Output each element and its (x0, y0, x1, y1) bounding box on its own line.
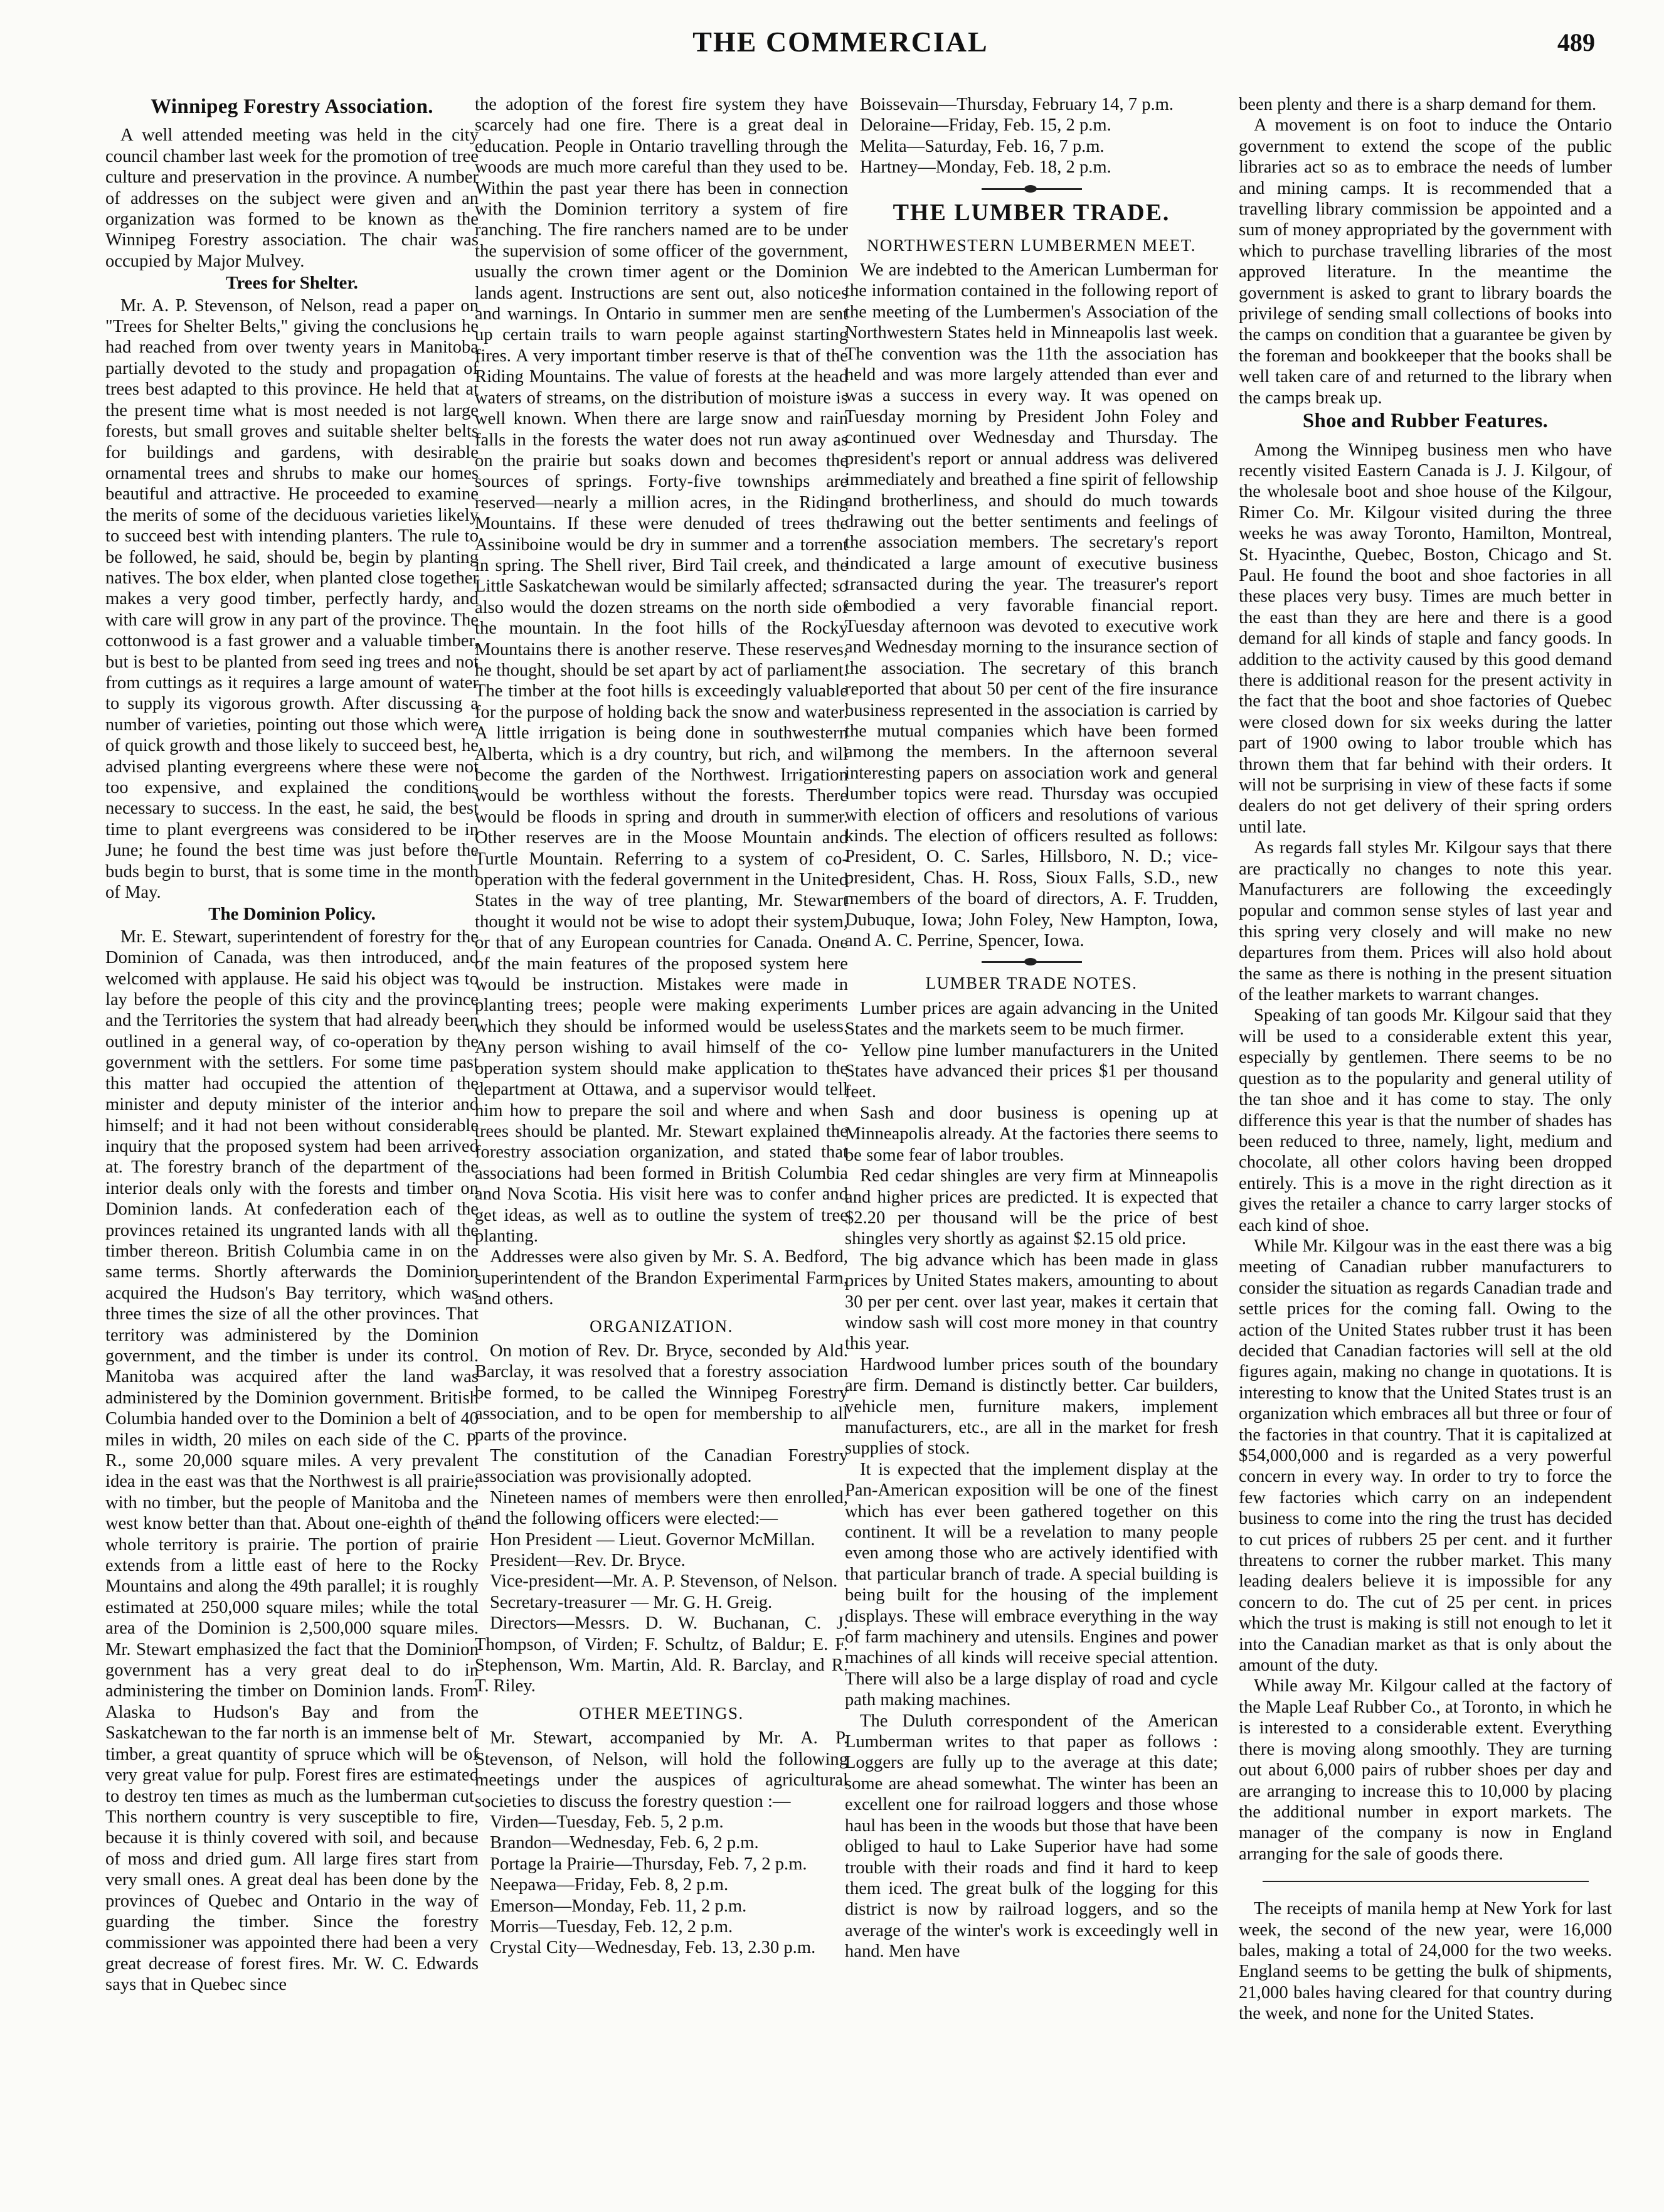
paragraph: Mr. Stewart, accompanied by Mr. A. P. Stevenson, of Nelson, will hold the following meetings under the auspices of agricultural societies to discuss the forestry question :— (475, 1728, 848, 1811)
paragraph: Yellow pine lumber manufacturers in the United States have advanced their prices $1 per thousand feet. (845, 1040, 1218, 1102)
subheading: The Dominion Policy. (208, 904, 376, 925)
caps-subheading: LUMBER TRADE NOTES. (925, 974, 1138, 993)
paragraph: Hon President — Lieut. Governor McMillan. (490, 1529, 815, 1550)
paragraph: Speaking of tan goods Mr. Kilgour said that they will be used to a considerable extent this year, especially by gentlemen. There seems to be no question as to the popularity and general utility of the tan shoe and it has come to stay. The only difference this year is that the number of shades has been reduced to three, namely, light, medium and chocolate, all other colors having been dropped entirely. This is a move in the right direction as it gives the retailer a chance to carry larger stocks of each kind of shoe. (1239, 1006, 1612, 1235)
masthead (0, 25, 1664, 75)
paragraph: It is expected that the implement display at the Pan-American exposition will be one of the finest which has ever been gathered together on this continent. It will be a revelation to many people even among those who are actively identified with that particular branch of trade. A special building is being built for the housing of the implement displays. These will embrace everything in the way of farm machinery and utensils. Engines and power machines of all kinds will receive special attention. There will also be a large display of road and cycle path making machines. (845, 1459, 1218, 1710)
caps-subheading: OTHER MEETINGS. (579, 1703, 744, 1723)
page-number: 489 (1557, 28, 1595, 56)
paragraph: Red cedar shingles are very firm at Minneapolis and higher prices are predicted. It is expected that $2.20 per thousand will be the price of best shingles very shortly as against $2.15 old price. (845, 1166, 1218, 1249)
paragraph: As regards fall styles Mr. Kilgour says that there are practically no changes to note this year. Manufacturers are following the exceedingly popular and common sense styles of last year and this spring very closely and will make no new departures from them. Prices will also hold about the same as there is nothing in the present situation of the leather markets to warrant changes. (1239, 838, 1612, 1005)
paragraph: Brandon—Wednesday, Feb. 6, 2 p.m. (490, 1833, 759, 1853)
paragraph: Lumber prices are again advancing in the United States and the markets seem to be much firmer. (845, 998, 1218, 1040)
paragraph: Mr. A. P. Stevenson, of Nelson, read a paper on "Trees for Shelter Belts," giving the conclusions he had reached from over twenty years in Manitoba partially devoted to the study and propagation of trees best adapted to this province. He held that at the present time what is most needed is not large forests, but small groves and suitable shelter belts for buildings and gardens, with desirable ornamental trees and shrubs to make our homes beautiful and attractive. He proceeded to examine the merits of some of the deciduous varieties likely to succeed best with intending planters. The rule to be followed, he said, should be, begin by planting natives. The box elder, when planted close together makes a very good timber, perfectly hardy, and with care will grow in any part of the province. The cottonwood is a fast grower and a valuable timber, but is best to be planted from seed ing trees and not from cuttings as it requires a large amount of water to supply its vigorous growth. After discussing a number of varieties, pointing out those which were of quick growth and those likely to succeed best, he advised planting evergreens where these were not too expensive, and explained the conditions necessary to success. In the east, he said, the best time to plant evergreens was considered to be in June; he found the best time was just before the buds begin to burst, that is some time in the month of May. (105, 295, 479, 903)
article-headline: Shoe and Rubber Features. (1302, 410, 1549, 433)
paragraph: Crystal City—Wednesday, Feb. 13, 2.30 p.m. (490, 1938, 816, 1958)
paragraph: While Mr. Kilgour was in the east there was a big meeting of Canadian rubber manufacturers to consider the situation as regards Canadian trade and settle prices for the coming fall. Owing to the action of the United States rubber trust it has been decided that Canadian factories will sell at the old figures again, making no change in quotations. It is interesting to know that the United States trust is an organization which embraces all but three or four of the factories in that country. That it is capitalized at $54,000,000 and is regarded as a very powerful concern in every way. In order to try to force the few factories which carry on an independent business to come into the ring the trust has decided to cut prices of rubbers 25 per cent. and it further threatens to corner the rubber market. This many leading dealers believe it is impossible for any concern to do. The cut of 25 per cent. in prices which the trust is making is still not enough to let it into the Canadian market as that is only about the amount of the duty. (1239, 1236, 1612, 1676)
newspaper-title: THE COMMERCIAL (692, 26, 988, 58)
section-rule (982, 961, 1082, 963)
caps-subheading: NORTHWESTERN LUMBERMEN MEET. (866, 236, 1197, 255)
paragraph: Neepawa—Friday, Feb. 8, 2 p.m. (490, 1875, 729, 1895)
paragraph: the adoption of the forest fire system they have scarcely had one fire. There is a great deal in education. People in Ontario travelling through the woods are much more careful than they used to be. Within the past year there has been in connection with the Dominion territory a system of fire ranching. The fire ranchers named are to be under the supervision of some officer of the government, usually the crown timer agent or the Dominion lands agent. Instructions are sent out, also notices and warnings. In Ontario in summer men are sent up certain trails to warn people against starting fires. A very important timber reserve is that of the Riding Mountains. The value of forests at the head waters of streams, on the distribution of moisture is well known. When there are large snow and rain falls in the forests the water does not run away as on the prairie but soaks down and becomes the sources of springs. Forty-five townships are reserved—nearly a million acres, in the Riding Mountains. If these were denuded of trees the Assiniboine would be dry in summer and a torrent in spring. The Shell river, Bird Tail creek, and the Little Saskatchewan would be similarly affected; so also would the dozen streams on the north side of the mountain. In the foot hills of the Rocky Mountains there is another reserve. These reserves, he thought, should be set apart by act of parliament. The timber at the foot hills is exceedingly valuable for the purpose of holding back the snow and water. A little irrigation is being done in southwestern Alberta, which is a dry country, but rich, and will become the garden of the Northwest. Irrigation would be worthless without the forests. There would be floods in spring and drouth in summer. Other reserves are in the Moose Mountain and Turtle Mountain. Referring to a system of co-operation with the federal government in the United States in the way of tree planting, Mr. Stewart thought it would not be wise to adopt their system, or that of any European countries for Canada. One of the main features of the proposed system here would be instruction. Mistakes were made in planting trees; people were making experiments which they should be informed would be useless. Any person wishing to avail himself of the co-operation system should make application to the department at Ottawa, and a supervisor would tell him how to prepare the soil and where and when trees should be planted. Mr. Stewart explained the forestry association organization, and stated that associations had been formed in British Columbia and Nova Scotia. His visit here was to confer and get ideas, as well as to outline the system of tree planting. (475, 95, 848, 1246)
paragraph: Addresses were also given by Mr. S. A. Bedford, superintendent of the Brandon Experimental Farm, and others. (475, 1247, 848, 1309)
paragraph: The big advance which has been made in glass prices by United States makers, amounting to about 30 per per cent. over last year, makes it certain that window sash will cost more money in that country this year. (845, 1250, 1218, 1354)
paragraph: Melita—Saturday, Feb. 16, 7 p.m. (860, 136, 1105, 156)
paragraph: Morris—Tuesday, Feb. 12, 2 p.m. (490, 1917, 733, 1937)
column-3 (845, 94, 1218, 2183)
paragraph: A well attended meeting was held in the city council chamber last week for the promotion of tree culture and preservation in the province. A number of addresses on the subject were given and an organization was formed to be known as the Winnipeg Forestry association. The chair was occupied by Major Mulvey. (105, 125, 479, 271)
paragraph: Hartney—Monday, Feb. 18, 2 p.m. (860, 157, 1111, 178)
column-4 (1239, 94, 1612, 2183)
paragraph: Mr. E. Stewart, superintendent of forestry for the Dominion of Canada, was then introduced, and welcomed with applause. He said his object was to lay before the people of this city and the province and the Territories the system that had already been outlined in a general way, of co-operation by the government with the settlers. For some time past this matter had occupied the attention of the minister and deputy minister of the interior and himself; and it had not been without considerable inquiry that the proposed system had been arrived at. The forestry branch of the department of the interior deals only with the forests and timber on Dominion lands. At confederation each of the provinces retained its ungranted lands with all the timber thereon. British Columbia came in on the same terms. Shortly afterwards the Dominion acquired the Hudson's Bay territory, which was three times the size of all the other provinces. That territory was administered by the Dominion government, and the timber is under its control. Manitoba was acquired after the land was administered by the Dominion government. British Columbia handed over to the Dominion a belt of 40 miles in width, 20 miles on each side of the C. P. R., some 20,000 square miles. A very prevalent idea in the east was that the Northwest is all prairie, with no timber, but the people of Manitoba and the west know better than that. About one-eighth of the whole territory is prairie. The portion of prairie extends from a little east of here to the Rocky Mountains and along the 49th parallel; it is roughly estimated at 250,000 square miles; while the total area of the Dominion is 2,500,000 square miles. Mr. Stewart emphasized the fact that the Dominion government has a very great deal to do in administering the timber on Dominion lands. From Alaska to Hudson's Bay and from the Saskatchewan to the far north is an immense belt of timber, a great quantity of spruce which will be of very great value for pulp. Forest fires are estimated to destroy ten times as much as the lumberman cut. This northern country is very susceptible to fire, because it is thinly covered with soil, and because of moss and dried gum. All large fires start from very small ones. A great deal has been done by the provinces of Quebec and Ontario in the way of guarding the timber. Since the forestry commissioner was appointed there had been a very great decrease of forest fires. Mr. W. C. Edwards says that in Quebec since (105, 927, 479, 1995)
paragraph: Directors—Messrs. D. W. Buchanan, C. J. Thompson, of Virden; F. Schultz, of Baldur; E. F. Stephenson, Wm. Martin, Ald. R. Barclay, and R. T. Riley. (475, 1614, 848, 1696)
paragraph: Hardwood lumber prices south of the boundary are firm. Demand is distinctly better. Car builders, vehicle men, furniture makers, implement manufacturers, etc., are all in the market for fresh supplies of stock. (845, 1354, 1218, 1459)
section-rule (982, 188, 1082, 190)
paragraph: Emerson—Monday, Feb. 11, 2 p.m. (490, 1896, 747, 1916)
paragraph: Virden—Tuesday, Feb. 5, 2 p.m. (490, 1812, 724, 1832)
article-headline: Winnipeg Forestry Association. (151, 95, 433, 118)
paragraph: been plenty and there is a sharp demand for them. (1239, 95, 1597, 114)
paragraph: A movement is on foot to induce the Ontario government to extend the scope of the public libraries act so as to embrace the needs of lumber and mining camps. It is recommended that a travelling library commission be appointed and a sum of money appropriated by the government with which to purchase travelling libraries of the most approved literature. In the meantime the government is asked to grant to library boards the privilege of sending small collections of books into the camps on condition that a guarantee be given by the foreman and bookkeeper that the books shall be well taken care of and returned to the library when the camps break up. (1239, 115, 1612, 408)
section-headline: THE LUMBER TRADE. (893, 199, 1170, 226)
paragraph: President—Rev. Dr. Bryce. (490, 1551, 686, 1571)
paragraph: The constitution of the Canadian Forestry association was provisionally adopted. (475, 1446, 848, 1487)
paragraph: Portage la Prairie—Thursday, Feb. 7, 2 p.m. (490, 1854, 807, 1874)
paragraph: Among the Winnipeg business men who have recently visited Eastern Canada is J. J. Kilgour, of the wholesale boot and shoe house of the Kilgour, Rimer Co. Mr. Kilgour visited during the three weeks he was away Toronto, Hamilton, Montreal, St. Hyacinthe, Quebec, Boston, Chicago and St. Paul. He found the boot and shoe factories in all these places very busy. Times are much better in the east than they are here and there is a good demand for all kinds of staple and fancy goods. In addition to the activity caused by this good demand there is additional reason for the present activity in the fact that the boot and shoe factories of Quebec were closed down for six weeks during the latter part of 1900 owing to labor trouble which has thrown them that far behind with their orders. It will not be surprising in view of these facts if some dealers do not get delivery of their spring orders until late. (1239, 440, 1612, 837)
paragraph: Boissevain—Thursday, February 14, 7 p.m. (860, 95, 1174, 114)
paragraph: On motion of Rev. Dr. Bryce, seconded by Ald. Barclay, it was resolved that a forestry association be formed, to be called the Winnipeg Forestry association, and to be open for membership to all parts of the province. (475, 1341, 848, 1445)
paragraph: The Duluth correspondent of the American Lumberman writes to that paper as follows : Loggers are fully up to the average at this date; some are ahead somewhat. The winter has been an excellent one for railroad loggers and those whose haul has been in the woods but those that have been obliged to haul to Lake Superior have had some trouble with their roads and find it hard to keep them iced. The great bulk of the logging for this district is now by railroad loggers, and so the average of the winter's work is exceedingly well in hand. Men have (845, 1711, 1218, 1962)
paragraph: Secretary-treasurer — Mr. G. H. Greig. (490, 1592, 773, 1612)
paragraph: The receipts of manila hemp at New York for last week, the second of the new year, were 16,000 bales, making a total of 24,000 for the two weeks. England seems to be getting the bulk of shipments, 21,000 bales having cleared for that country during the week, and none for the United States. (1239, 1899, 1612, 2024)
paragraph: While away Mr. Kilgour called at the factory of the Maple Leaf Rubber Co., at Toronto, in which he is interested to a considerable extent. Everything there is moving along smoothly. They are turning out about 6,000 pairs of rubber shoes per day and are arranging to increase this to 10,000 by placing the additional number in export markets. The manager of the company is now in England arranging for the sale of goods there. (1239, 1676, 1612, 1864)
column-2 (475, 94, 848, 2183)
paragraph: We are indebted to the American Lumberman for the information contained in the following report of the meeting of the Lumbermen's Association of the Northwestern States held in Minneapolis last week. The convention was the 11th the association has held and was more largely attended than ever and was a success in every way. It was opened on Tuesday morning by President John Foley and continued over Wednesday and Thursday. The president's report or annual address was delivered immediately and breathed a fine spirit of fellowship and brotherliness, and should do much towards drawing out the better sentiments and feelings of the association members. The secretary's report indicated a large amount of executive business transacted during the year. The treasurer's report embodied a very favorable financial report. Tuesday afternoon was devoted to executive work and Wednesday morning to the insurance section of the association. The secretary of this branch reported that about 50 per cent of the fire insurance business represented in the association is carried by the mutual companies which have been formed among the members. In the afternoon several interesting papers on association work and general lumber topics were read. Thursday was occupied with election of officers and resolutions of various kinds. The election of officers resulted as follows: President, O. C. Sarles, Hillsboro, N. D.; vice-president, Chas. H. Ross, Sioux Falls, S.D., new members of the board of directors, A. F. Trudden, Dubuque, Iowa; John Foley, New Hampton, Iowa, and A. C. Perrine, Spencer, Iowa. (845, 260, 1218, 951)
subheading: Trees for Shelter. (226, 273, 358, 294)
paragraph: Deloraine—Friday, Feb. 15, 2 p.m. (860, 115, 1111, 136)
column-1 (105, 94, 479, 2183)
caps-subheading: ORGANIZATION. (590, 1316, 733, 1336)
paragraph: Sash and door business is opening up at Minneapolis already. At the factories there seems to be some fear of labor troubles. (845, 1103, 1218, 1165)
section-divider (1263, 1881, 1589, 1882)
paragraph: Nineteen names of members were then enrolled, and the following officers were elected:— (475, 1487, 848, 1529)
paragraph: Vice-president—Mr. A. P. Stevenson, of Nelson. (490, 1571, 838, 1592)
